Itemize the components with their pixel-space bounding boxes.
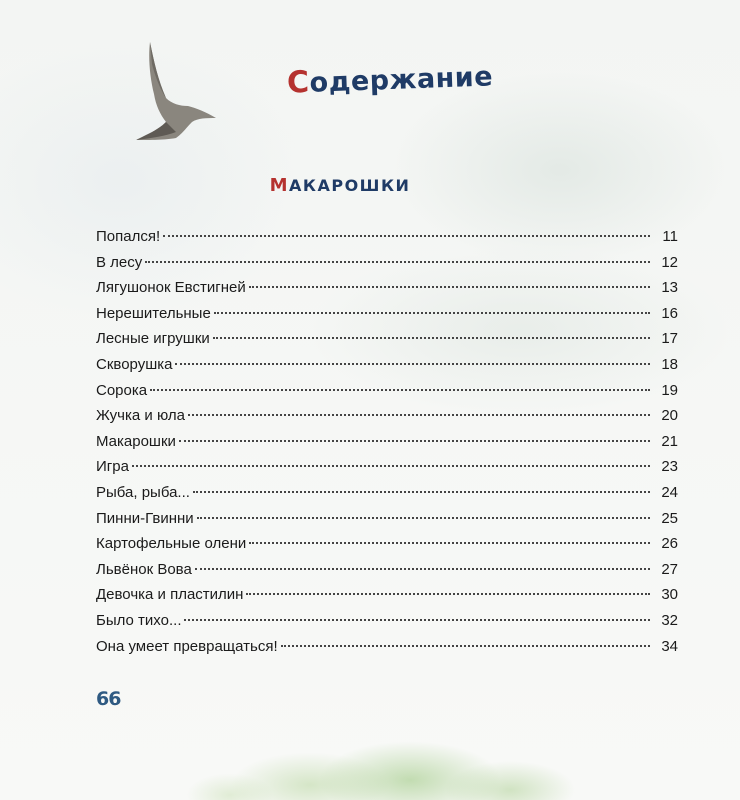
toc-entry-page: 26: [661, 535, 678, 553]
toc-entry-page: 21: [661, 432, 678, 450]
toc-leader-dots: [193, 491, 650, 493]
toc-entry-page: 12: [661, 253, 678, 271]
toc-entry: [96, 506, 678, 532]
toc-leader-dots: [197, 517, 650, 519]
toc-entry-page: 30: [661, 586, 678, 604]
toc-entry-title: Было тихо...: [96, 611, 182, 629]
toc-entry-page: 25: [661, 509, 678, 527]
toc-entry-title: Пинни-Гвинни: [96, 509, 194, 527]
toc-leader-dots: [246, 593, 650, 595]
toc-entry-title: Рыба, рыба...: [96, 483, 190, 501]
green-watercolor-wash: [150, 700, 620, 800]
toc-entry: [96, 250, 678, 276]
toc-leader-dots: [150, 389, 650, 391]
toc-entry: [96, 378, 678, 404]
toc-entry: [96, 275, 678, 301]
toc-leader-dots: [188, 414, 650, 416]
toc-leader-dots: [184, 619, 650, 621]
page-number: 66: [96, 688, 121, 710]
toc-leader-dots: [179, 440, 650, 442]
toc-entry: [96, 326, 678, 352]
toc-entry-title: Нерешительные: [96, 304, 211, 322]
toc-entry: [96, 480, 678, 506]
toc-entry: [96, 557, 678, 583]
toc-entry-title: Попался!: [96, 228, 161, 245]
toc-entry-title: Макарошки: [96, 432, 176, 450]
toc-entry-title: Сорока: [96, 381, 148, 399]
toc-entry: [96, 224, 678, 250]
toc-entry: [96, 352, 678, 378]
toc-entry-page: 11: [662, 228, 678, 245]
toc-entry-page: 20: [661, 407, 678, 425]
toc-leader-dots: [249, 542, 650, 544]
toc-leader-dots: [175, 363, 650, 365]
toc-entry: [96, 582, 678, 608]
title-initial: С: [286, 64, 311, 101]
toc-leader-dots: [163, 235, 650, 237]
table-of-contents: [96, 224, 678, 659]
toc-entry-title: В лесу: [96, 253, 143, 271]
toc-entry: [96, 531, 678, 557]
toc-leader-dots: [195, 568, 650, 570]
toc-entry-title: Лесные игрушки: [96, 330, 210, 348]
toc-entry: [96, 301, 678, 327]
toc-leader-dots: [281, 645, 650, 647]
toc-entry-page: 32: [661, 611, 678, 629]
toc-entry-title: Скворушка: [96, 355, 173, 373]
toc-leader-dots: [132, 465, 650, 467]
section-title-initial: М: [269, 175, 289, 196]
toc-entry: [96, 403, 678, 429]
toc-entry-page: 19: [661, 381, 678, 399]
toc-entry-page: 23: [661, 458, 678, 476]
toc-entry-title: Лягушонок Евстигней: [96, 279, 246, 297]
section-title-rest: АКАРОШКИ: [289, 176, 411, 195]
toc-entry: [96, 429, 678, 455]
toc-entry-title: Львёнок Вова: [96, 560, 192, 578]
toc-entry-title: Жучка и юла: [96, 407, 185, 425]
toc-leader-dots: [249, 286, 650, 288]
toc-entry: [96, 634, 678, 660]
toc-entry-title: Игра: [96, 458, 129, 476]
toc-entry-page: 17: [661, 330, 678, 348]
page-title: [239, 57, 540, 102]
toc-entry-page: 27: [661, 560, 678, 578]
toc-entry-page: 18: [661, 355, 678, 373]
section-title: [240, 175, 440, 196]
toc-entry-page: 16: [661, 304, 678, 322]
toc-entry-page: 34: [661, 637, 678, 655]
toc-leader-dots: [145, 261, 650, 263]
toc-entry-page: 13: [661, 279, 678, 297]
toc-entry-title: Картофельные олени: [96, 535, 247, 553]
toc-entry-page: 24: [661, 483, 678, 501]
bird-icon: [136, 42, 216, 146]
title-rest: одержание: [309, 61, 494, 99]
toc-entry-title: Она умеет превращаться!: [96, 637, 278, 655]
toc-leader-dots: [214, 312, 650, 314]
toc-entry: [96, 608, 678, 634]
toc-leader-dots: [213, 337, 650, 339]
toc-entry: [96, 454, 678, 480]
toc-entry-title: Девочка и пластилин: [96, 586, 244, 604]
